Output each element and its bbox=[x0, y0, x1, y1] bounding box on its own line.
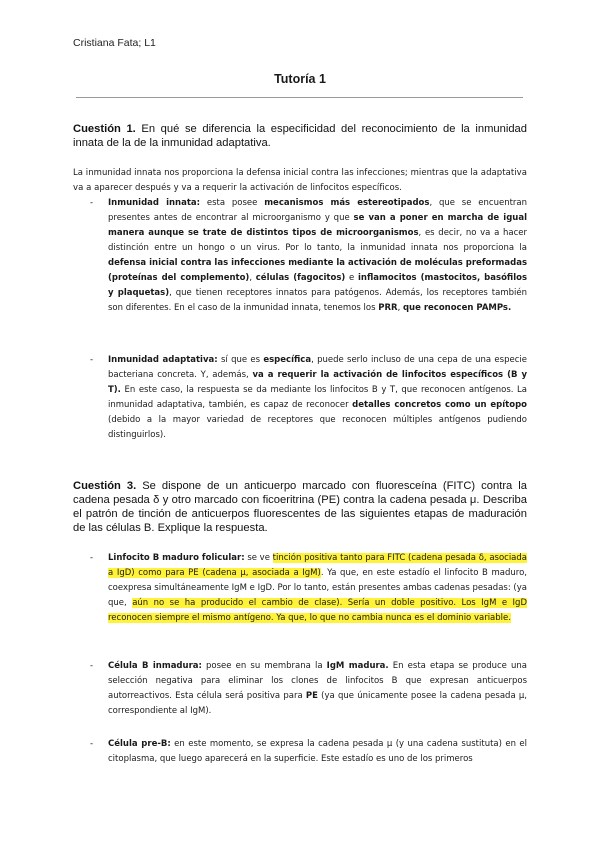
bullet-marker: - bbox=[90, 198, 94, 208]
bold-text: se van a poner en marcha de igual manera aunque se trate de distintos tipos de microorganismos bbox=[108, 213, 527, 238]
text-run: , bbox=[397, 303, 403, 313]
bold-text: Linfocito B maduro folicular: bbox=[108, 553, 245, 563]
question-1-intro: La inmunidad innata nos proporciona la defensa inicial contra las infecciones; mientras que la adaptativa va a aparecer después y va a requerir la activación de linfocitos específicos. bbox=[73, 168, 527, 193]
page-title: Tutoría 1 bbox=[274, 72, 326, 86]
bullet-marker: - bbox=[90, 661, 94, 671]
bold-text: Célula B inmadura: bbox=[108, 661, 202, 671]
bold-text: Inmunidad innata: bbox=[108, 198, 201, 208]
text-run: , bbox=[249, 273, 256, 283]
highlighted-text: aún no se ha producido el cambio de clase). Sería un doble positivo. Los IgM e IgD reconocen siempre el mismo antígeno. Ya que, lo que no cambia nunca es el dominio variable. bbox=[108, 598, 528, 623]
bold-text: PRR bbox=[378, 303, 398, 313]
text-run: . Ya que, en este estadío el linfocito B maduro, coexpresa simultáneamente IgM e IgD. Por lo tanto, están presentes ambas cadenas pesadas: (ya que, bbox=[108, 568, 527, 608]
text-run: En esta etapa se produce una selección negativa para eliminar los clones de linfocitos B que expresan anticuerpos autorreactivos. Esta célula será positiva para bbox=[108, 661, 527, 701]
bold-text: va a requerir la activación de linfocitos específicos (B y T). bbox=[108, 370, 527, 395]
question-1-text: En qué se diferencia la especificidad del reconocimiento de la inmunidad innata de la de la inmunidad adaptativa. bbox=[73, 123, 527, 149]
text-run: posee en su membrana la bbox=[201, 661, 327, 671]
bullet-marker: - bbox=[90, 355, 94, 365]
bold-text: detalles concretos como un epítopo bbox=[352, 400, 527, 410]
bold-text: inflamocitos (mastocitos, basófilos y plaquetas) bbox=[108, 273, 528, 298]
bullet-marker: - bbox=[90, 739, 94, 749]
bullet-marker: - bbox=[90, 553, 94, 563]
bold-text: que reconocen PAMPs. bbox=[402, 303, 512, 313]
bold-text: defensa inicial contra las infecciones mediante la activación de moléculas preformadas (proteínas del complemento) bbox=[108, 258, 528, 283]
text-run: En este caso, la respuesta se da mediante los linfocitos B y T, que reconocen antígenos. La inmunidad adaptativa, también, es capaz de reconocer bbox=[108, 385, 527, 410]
answer-item-b-inmadura bbox=[108, 659, 527, 719]
answer-item-b-maduro bbox=[108, 551, 527, 626]
text-run: (ya que únicamente posee la cadena pesada μ, correspondiente al IgM). bbox=[108, 691, 527, 716]
bold-text: PE bbox=[305, 691, 318, 701]
question-1 bbox=[73, 122, 527, 150]
text-run: , que se encuentran presentes antes de encontrar al microorganismo y que bbox=[108, 198, 528, 223]
answer-item-pre-b bbox=[108, 737, 527, 767]
question-1-label: Cuestión 1. bbox=[73, 123, 136, 135]
text-run: e bbox=[345, 273, 358, 283]
question-3-label: Cuestión 3. bbox=[73, 480, 137, 492]
text-run: , que tienen receptores innatos para patógenos. Además, los receptores también son diferentes. En el caso de la inmunidad innata, tenemos los bbox=[108, 288, 527, 313]
text-run: , es decir, no va a hacer distinción entre un hongo o un virus. Por lo tanto, la inmunidad innata nos proporciona la bbox=[108, 228, 527, 253]
text-run: , puede serlo incluso de una cepa de una especie bacteriana concreta. Y, además, bbox=[108, 355, 527, 380]
page-header-author: Cristiana Fata; L1 bbox=[73, 37, 156, 49]
title-divider bbox=[76, 97, 523, 98]
question-3-text: Se dispone de un anticuerpo marcado con fluoresceína (FITC) contra la cadena pesada δ y otro marcado con ficoeritrina (PE) contra la cadena pesada μ. Describa el patrón de tinción de anticuerpos fluorescentes de las siguientes etapas de maduración de las células B. Explique la respuesta. bbox=[73, 480, 527, 534]
text-run: en este momento, se expresa la cadena pesada μ (y una cadena sustituta) en el citoplasma, que luego aparecerá en la superficie. Este estadío es uno de los primeros bbox=[108, 739, 527, 764]
bold-text: específica bbox=[263, 355, 312, 365]
bold-text: Célula pre-B: bbox=[108, 739, 171, 749]
text-run: esta posee bbox=[200, 198, 265, 208]
text-run: se ve bbox=[244, 553, 273, 563]
answer-item-adaptativa bbox=[108, 353, 527, 443]
bold-text: mecanismos más estereotipados bbox=[264, 198, 430, 208]
text-run: sí que es bbox=[217, 355, 264, 365]
highlighted-text: tinción positiva tanto para FITC (cadena pesada δ, asociada a IgD) como para PE (cadena μ, asociada a IgM) bbox=[108, 553, 527, 578]
question-3 bbox=[73, 479, 527, 535]
text-run: (debido a la mayor variedad de receptores que reconocen múltiples antígenos pudiendo distinguirlos). bbox=[108, 415, 527, 440]
bold-text: IgM madura. bbox=[326, 661, 389, 671]
bold-text: Inmunidad adaptativa: bbox=[108, 355, 218, 365]
bold-text: células (fagocitos) bbox=[255, 273, 346, 283]
answer-item-innata bbox=[108, 196, 527, 316]
